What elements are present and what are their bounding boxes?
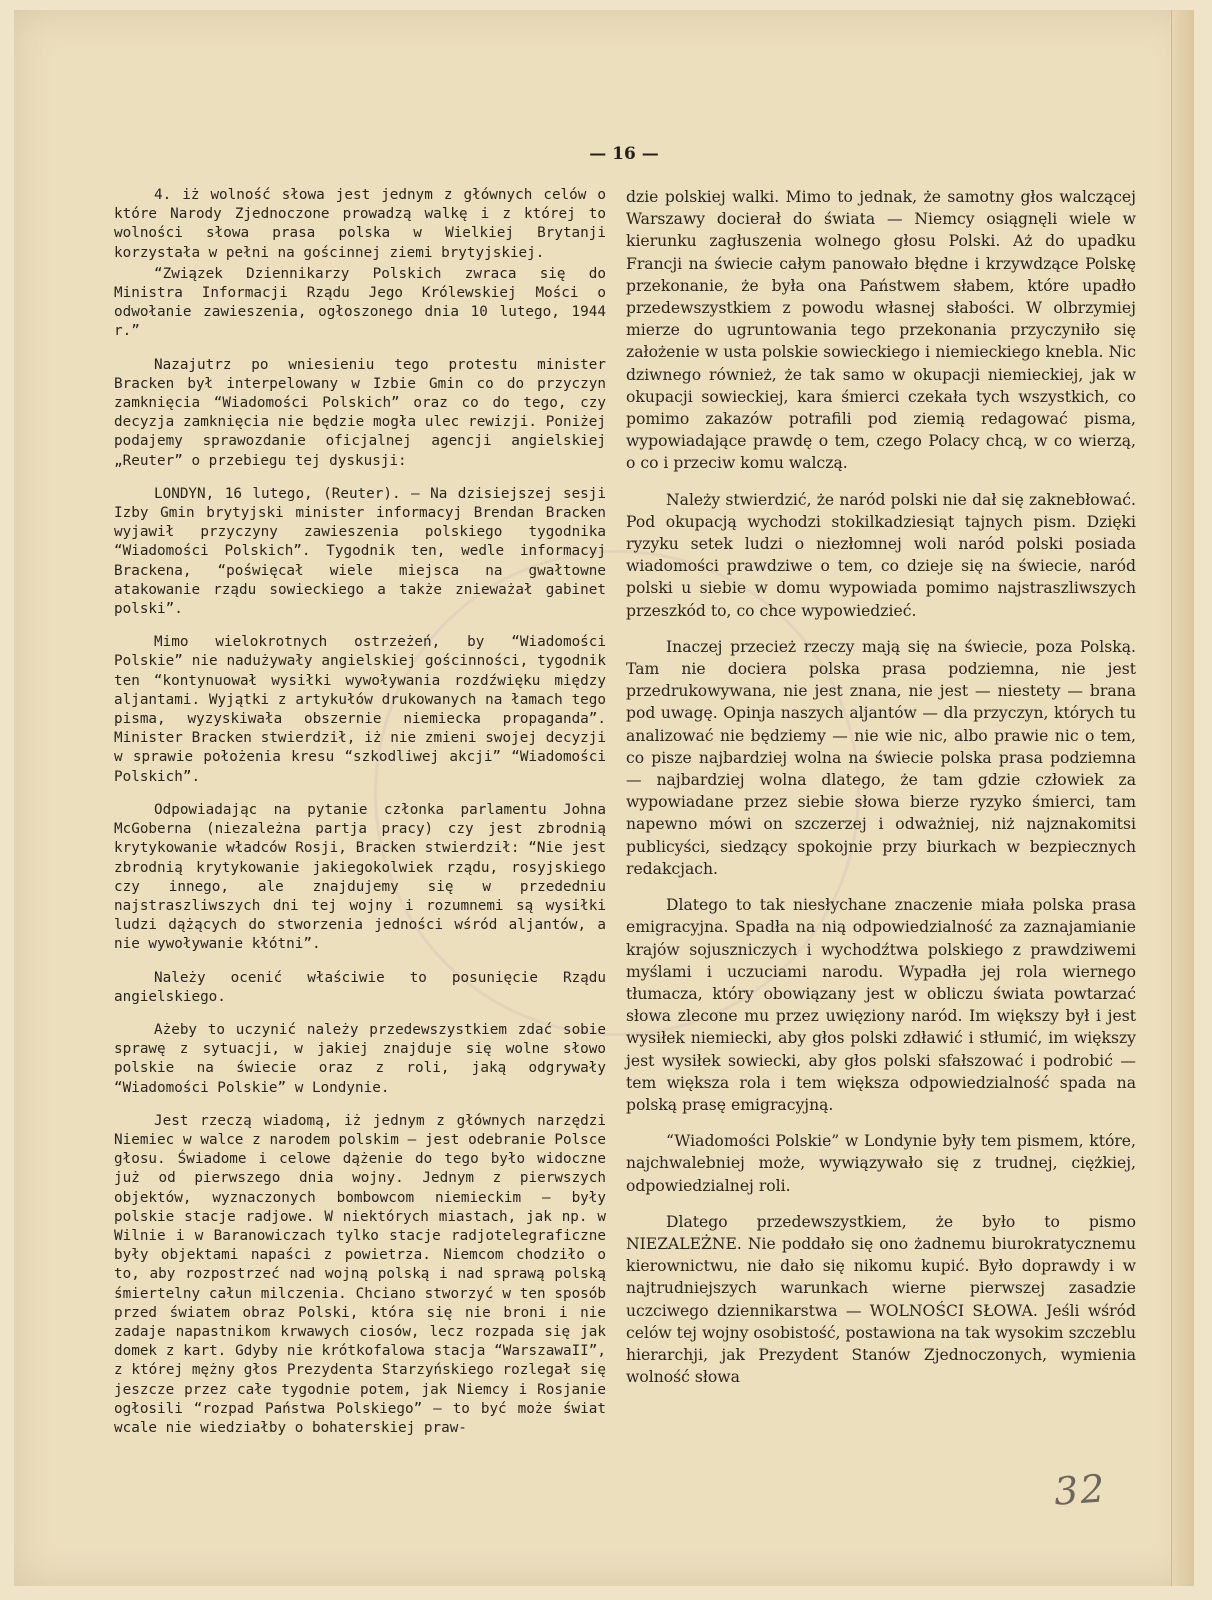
handwritten-page-note: 32 (1052, 1466, 1108, 1514)
paragraph: Ażeby to uczynić należy przedewszystkiem zdać sobie sprawę z sytuacji, w jakiej znajduje się wolne słowo polskie na świecie oraz z roli, jaką odgrywały “Wiadomości Polskie” w Londynie. (114, 1021, 606, 1096)
paragraph: Nazajutrz po wniesieniu tego protestu minister Bracken był interpelowany w Izbie Gmin co do przyczyn zamknięcia “Wiadomości Polskich” oraz co do tego, czy decyzja zamknięcia nie będzie mogła ulec rewizji. Poniżej podajemy sprawozdanie oficjalnej agencji angielskiej „Reuter” o przebiegu tej dyskusji: (114, 356, 606, 469)
document-page (14, 10, 1194, 1586)
right-column (626, 186, 1136, 1402)
paragraph: “Związek Dziennikarzy Polskich zwraca się do Ministra Informacji Rządu Jego Królewskiej Mości o odwołanie zawieszenia, ogłoszonego dnia 10 lutego, 1944 r.” (114, 265, 606, 340)
paragraph: Inaczej przecież rzeczy mają się na świecie, poza Polską. Tam nie dociera polska prasa podziemna, nie jest przedrukowywana, nie jest znana, nie jest — niestety — brana pod uwagę. Opinja naszych aljantów — dla przyczyn, których tu analizować nie będziemy — nie wie nic, albo prawie nic o tem, co pisze najbardziej wolna na świecie polska prasa podziemna — najbardziej wolna dlatego, że tam gdzie człowiek za wypowiadane przez siebie słowa bierze ryzyko śmierci, tam napewno mówi on szczerzej i odważniej, niż najznakomitsi publicyści, siedzący spokojnie przy biurkach w bezpiecznych redakcjach. (626, 637, 1136, 878)
paragraph: Odpowiadając na pytanie członka parlamentu Johna McGoberna (niezależna partja pracy) czy jest zbrodnią krytykowanie władców Rosji, Bracken stwierdził: “Nie jest zbrodnią krytykowanie jakiegokolwiek rządu, rosyjskiego czy innego, ale znajdujemy się w przededniu najstraszliwszych dni tej wojny i rozumnemi są wysiłki ludzi dążących do stworzenia jedności wśród aljantów, a nie wywoływanie kłótni”. (114, 801, 606, 953)
paragraph: Jest rzeczą wiadomą, iż jednym z głównych narzędzi Niemiec w walce z narodem polskim — jest odebranie Polsce głosu. Świadome i celowe dążenie do tego było widoczne już od pierwszego dnia wojny. Jednym z pierwszych objektów, wyznaczonych bombowcom niemieckim — były polskie stacje radjowe. W niektórych miastach, jak np. w Wilnie i w Baranowiczach tylko stacje radjotelegraficzne były objektami napaści z powietrza. Niemcom chodziło o to, aby rozpostrzeć nad wojną polską i nad sprawą polską śmiertelny całun milczenia. Chciano stworzyć w ten sposób przed światem obraz Polski, która się nie broni i nie zadaje napastnikom krwawych ciosów, lecz rozpada się jak domek z kart. Gdyby nie krótkofalowa stacja “WarszawaII”, z której mężny głos Prezydenta Starzyńskiego rozlegał się jeszcze przez całe tygodnie potem, jak Niemcy i Rosjanie ogłosili “rozpad Państwa Polskiego” — to być może świat wcale nie wiedziałby o bohaterskiej praw- (114, 1112, 606, 1436)
paragraph: Dlatego to tak niesłychane znaczenie miała polska prasa emigracyjna. Spadła na nią odpowiedzialność za zaznajamianie krajów sojuszniczych i wychodźtwa polskiego z prawdziwemi myślami i uczuciami narodu. Wypadła jej rola wiernego tłumacza, który obowiązany jest w obliczu świata powtarzać słowa zlecone mu przez uwięziony naród. Im większy był i jest wysiłek niemiecki, aby głos polski zdławić i stłumić, im większy jest wysiłek sowiecki, aby głos polski sfałszować i podrobić — tem większa rola i tem większa odpowiedzialność spada na polską prasę emigracyjną. (626, 896, 1136, 1114)
paragraph: LONDYN, 16 lutego, (Reuter). — Na dzisiejszej sesji Izby Gmin brytyjski minister informacyj Brendan Bracken wyjawił przyczyny zawieszenia polskiego tygodnika “Wiadomości Polskich”. Tygodnik ten, wedle informacyj Brackena, “poświęcał wiele miejsca na gwałtowne atakowanie rządu sowieckiego a także znieważał gabinet polski”. (114, 485, 606, 618)
paragraph: Należy stwierdzić, że naród polski nie dał się zaknebłować. Pod okupacją wychodzi stokilkadziesiąt tajnych pism. Dzięki ryzyku setek ludzi o niezłomnej woli naród polski posiada wiadomości prawdziwe o tem, co dzieje się na świecie, naród polski u siebie w domu wypowiada pomimo najstraszliwszych przeszkód to, co chce wypowiedzieć. (626, 490, 1136, 620)
page-spine (1171, 10, 1194, 1586)
paragraph: Mimo wielokrotnych ostrzeżeń, by “Wiadomości Polskie” nie nadużywały angielskiej gościnności, tygodnik ten “kontynuował wysiłki wywoływania rozdźwięku między aljantami. Wyjątki z artykułów drukowanych na łamach tego pisma, wyzyskiwała obszernie niemiecka propaganda”. Minister Bracken stwierdził, iż nie zmieni swojej decyzji w sprawie położenia kresu “szkodliwej akcji” “Wiadomości Polskich”. (114, 634, 606, 785)
paragraph: “Wiadomości Polskie” w Londynie były tem pismem, które, najchwalebniej może, wywiązywało się z trudnej, ciężkiej, odpowiedzialnej roli. (626, 1132, 1136, 1195)
left-column (114, 186, 606, 1452)
paragraph: Należy ocenić właściwie to posunięcie Rządu angielskiego. (114, 969, 606, 1005)
paragraph: Dlatego przedewszystkiem, że było to pismo NIEZALEŻNE. Nie poddało się ono żadnemu biurokratycznemu kierownictwu, nie dało się nikomu kupić. Było doprawdy i w najtrudniejszych warunkach wierne pierwszej zasadzie uczciwego dziennikarstwa — WOLNOŚCI SŁOWA. Jeśli wśród celów tej wojny osobistość, postawiona na tak wysokim szczeblu hierarchji, jak Prezydent Stanów Zjednoczonych, wymienia wolność słowa (626, 1212, 1136, 1387)
page-number: — 16 — (589, 144, 659, 164)
paragraph: 4. iż wolność słowa jest jednym z głównych celów o które Narody Zjednoczone prowadzą walkę i z której to wolności słowa prasa polska w Wielkiej Brytanji korzystała w pełni na gościnnej ziemi brytyjskiej. (114, 187, 606, 261)
paragraph: dzie polskiej walki. Mimo to jednak, że samotny głos walczącej Warszawy docierał do świata — Niemcy osiągnęli wiele w kierunku zagłuszenia wolnego głosu Polski. Aż do upadku Francji na świecie całym panowało błędne i krzywdzące Polskę przekonanie, że była ona Państwem słabem, które upadło przedewszystkiem z powodu własnej słabości. W olbrzymiej mierze do ugruntowania tego przekonania przyczyniło się założenie w usta polskie sowieckiego i niemieckiego knebla. Nic dziwnego również, że tak samo w okupacji niemieckiej, jak w okupacji sowieckiej, kara śmierci czekała tych wszystkich, co pomimo zakazów potrafili pod ziemią redagować pisma, wypowiadające prawdę o tem, czego Polacy chcą, w co wierzą, o co i przeciw komu walczą. (626, 188, 1136, 473)
